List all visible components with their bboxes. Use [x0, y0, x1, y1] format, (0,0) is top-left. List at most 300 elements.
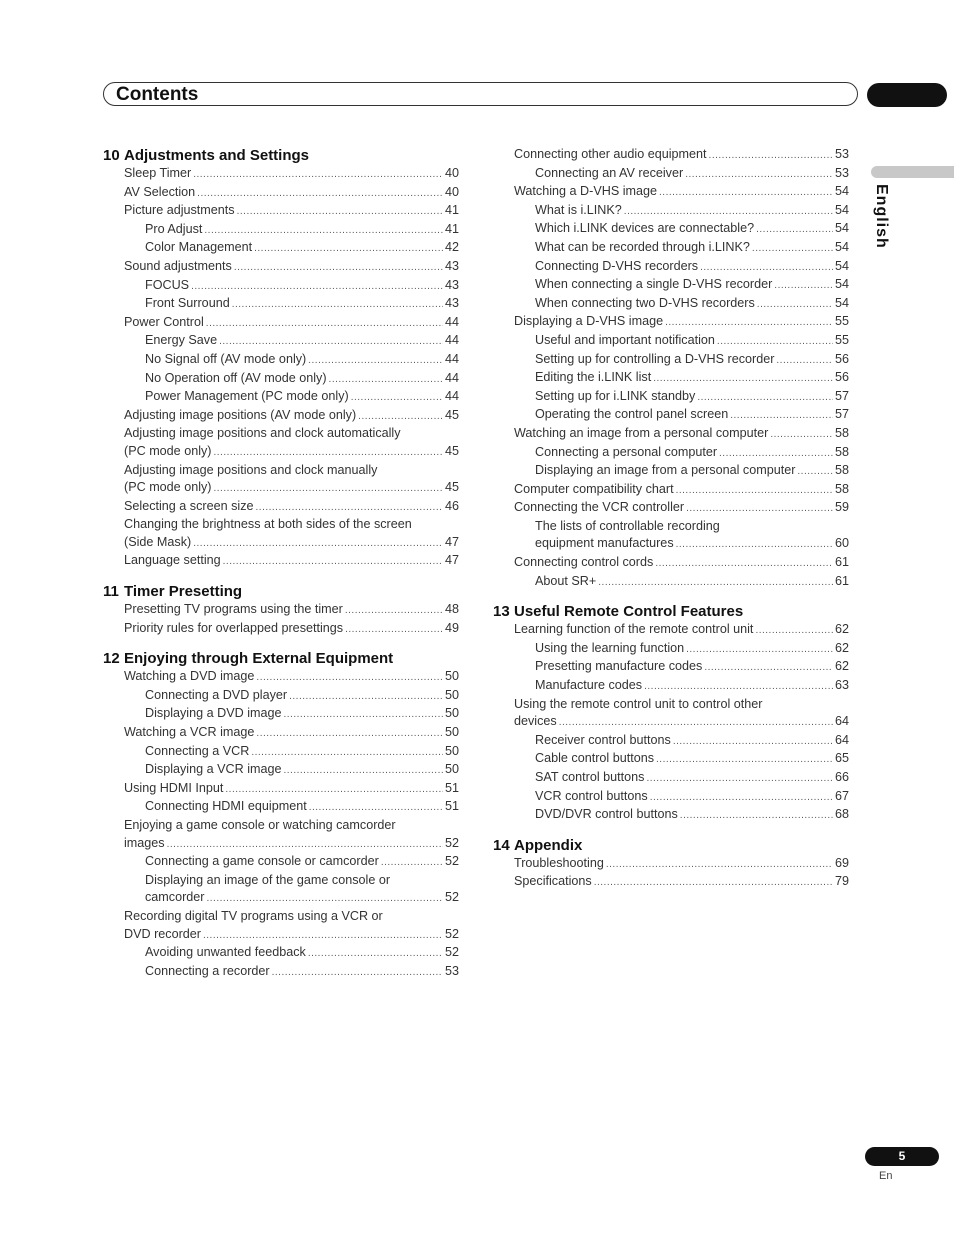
toc-entry-label: Using HDMI Input	[124, 780, 224, 795]
dot-leader	[214, 443, 443, 462]
toc-entry[interactable]	[103, 817, 459, 835]
dot-leader	[381, 853, 443, 872]
toc-entry-label: FOCUS	[145, 277, 190, 292]
toc-entry-page: 58	[834, 463, 849, 478]
toc-entry[interactable]	[103, 724, 459, 743]
toc-entry-label: Cable control buttons	[535, 751, 655, 766]
toc-entry[interactable]	[493, 855, 849, 874]
toc-entry[interactable]	[103, 221, 459, 240]
language-tab-marker	[871, 166, 954, 178]
dot-leader	[653, 369, 833, 388]
section-number: 14	[493, 836, 510, 854]
toc-entry-label: Specifications	[514, 874, 592, 889]
toc-entry-label: Operating the control panel screen	[535, 407, 729, 422]
toc-entry-page: 60	[834, 536, 849, 551]
toc-entry-page: 41	[444, 221, 459, 236]
toc-entry[interactable]	[493, 640, 849, 659]
toc-entry[interactable]	[103, 516, 459, 534]
toc-entry[interactable]	[493, 165, 849, 184]
dot-leader	[797, 462, 833, 481]
toc-entry-page: 54	[834, 239, 849, 254]
toc-entry-page: 53	[444, 963, 459, 978]
toc-entry[interactable]	[493, 276, 849, 295]
toc-entry[interactable]	[493, 444, 849, 463]
dot-leader	[345, 620, 443, 639]
toc-entry-page: 54	[834, 184, 849, 199]
toc-entry-page: 79	[834, 874, 849, 889]
toc-entry[interactable]	[103, 462, 459, 480]
toc-entry-label: Front Surround	[145, 296, 230, 311]
dot-leader	[774, 276, 833, 295]
toc-entry-label: When connecting two D-VHS recorders	[535, 295, 755, 310]
toc-entry[interactable]	[103, 963, 459, 982]
toc-entry[interactable]	[103, 705, 459, 724]
section-number: 10	[103, 147, 120, 164]
toc-entry[interactable]	[103, 889, 459, 908]
toc-entry-page: 52	[444, 854, 459, 869]
section-label: Appendix	[514, 836, 583, 854]
dot-leader	[650, 788, 833, 807]
toc-entry-page: 63	[834, 678, 849, 693]
toc-entry[interactable]	[103, 620, 459, 639]
toc-entry-label: Connecting D-VHS recorders	[535, 258, 699, 273]
dot-leader	[204, 221, 443, 240]
dot-leader	[206, 314, 443, 333]
toc-entry-page: 56	[834, 370, 849, 385]
toc-entry-page: 52	[444, 926, 459, 941]
toc-entry[interactable]	[493, 573, 849, 592]
section-title	[493, 836, 849, 855]
toc-entry[interactable]	[493, 713, 849, 732]
toc-entry[interactable]	[103, 498, 459, 517]
toc-entry[interactable]	[103, 944, 459, 963]
toc-entry-page: 47	[444, 553, 459, 568]
toc-entry-page: 64	[834, 714, 849, 729]
toc-entry[interactable]	[493, 146, 849, 165]
dot-leader	[256, 668, 443, 687]
dot-leader	[197, 184, 443, 203]
dot-leader	[646, 769, 833, 788]
toc-entry-page: 50	[444, 762, 459, 777]
section-number: 13	[493, 603, 510, 621]
dot-leader	[656, 750, 833, 769]
toc-entry[interactable]	[103, 668, 459, 687]
toc-entry-label: Troubleshooting	[514, 855, 604, 870]
toc-entry-page: 62	[834, 640, 849, 655]
dot-leader	[704, 658, 833, 677]
toc-entry[interactable]	[493, 202, 849, 221]
toc-entry-label: Useful and important notification	[535, 332, 715, 347]
toc-entry[interactable]	[493, 518, 849, 536]
toc-entry-label: Displaying a DVD image	[145, 706, 282, 721]
toc-entry[interactable]	[103, 835, 459, 854]
toc-entry[interactable]	[493, 425, 849, 444]
toc-entry[interactable]	[493, 658, 849, 677]
toc-entry-page: 50	[444, 725, 459, 740]
toc-entry-label: Sleep Timer	[124, 166, 192, 180]
toc-entry-label: (PC mode only)	[124, 480, 212, 495]
toc-entry-label: Displaying an image from a personal computer	[535, 463, 796, 478]
dot-leader	[191, 277, 443, 296]
dot-leader	[717, 332, 833, 351]
toc-entry-label: DVD/DVR control buttons	[535, 807, 678, 822]
toc-entry[interactable]	[103, 761, 459, 780]
toc-entry-label: Connecting HDMI equipment	[145, 799, 307, 814]
toc-entry-label: Language setting	[124, 553, 221, 568]
dot-leader	[214, 479, 443, 498]
toc-entry[interactable]	[493, 351, 849, 370]
toc-entry[interactable]	[493, 406, 849, 425]
toc-entry-label: Picture adjustments	[124, 203, 235, 218]
toc-entry[interactable]	[103, 443, 459, 462]
toc-entry-page: 47	[444, 534, 459, 549]
toc-entry-page: 57	[834, 407, 849, 422]
dot-leader	[225, 780, 443, 799]
toc-entry-page: 54	[834, 258, 849, 273]
section-label: Useful Remote Control Features	[514, 603, 744, 621]
toc-entry[interactable]	[103, 872, 459, 890]
dot-leader	[686, 640, 833, 659]
toc-entry[interactable]	[493, 769, 849, 788]
toc-entry[interactable]	[103, 202, 459, 221]
toc-entry[interactable]	[103, 552, 459, 571]
toc-entry-page: 43	[444, 277, 459, 292]
dot-leader	[284, 761, 443, 780]
dot-leader	[685, 165, 833, 184]
dot-leader	[256, 498, 443, 517]
dot-leader	[219, 332, 443, 351]
toc-entry-label: Using the learning function	[535, 640, 685, 655]
toc-entry[interactable]	[103, 370, 459, 389]
toc-entry[interactable]	[103, 388, 459, 407]
toc-entry[interactable]	[493, 499, 849, 518]
toc-entry-label: SAT control buttons	[535, 770, 645, 784]
dot-leader	[719, 444, 833, 463]
toc-entry[interactable]	[493, 332, 849, 351]
toc-entry-page: 58	[834, 444, 849, 459]
toc-entry[interactable]	[493, 554, 849, 573]
toc-entry-page: 48	[444, 602, 459, 617]
toc-entry-label: Displaying a VCR image	[145, 762, 282, 777]
toc-entry-page: 44	[444, 370, 459, 385]
toc-entry-label: Displaying an image of the game console or	[145, 872, 391, 887]
toc-entry-page: 43	[444, 258, 459, 273]
section-title	[103, 649, 459, 668]
page-language-code: En	[879, 1170, 893, 1182]
toc-entry-label: Using the remote control unit to control other	[514, 696, 763, 711]
dot-leader	[358, 407, 443, 426]
toc-entry[interactable]	[103, 780, 459, 799]
dot-leader	[655, 554, 833, 573]
dot-leader	[673, 732, 833, 751]
toc-entry-page: 45	[444, 407, 459, 422]
toc-entry[interactable]	[493, 535, 849, 554]
toc-entry-page: 54	[834, 221, 849, 236]
dot-leader	[644, 677, 833, 696]
toc-entry-label: equipment manufactures	[535, 536, 674, 551]
toc-entry-page: 53	[834, 147, 849, 161]
dot-leader	[697, 388, 833, 407]
toc-entry-page: 58	[834, 481, 849, 496]
dot-leader	[598, 573, 833, 592]
toc-entry-label: Watching a D-VHS image	[514, 184, 658, 199]
toc-entry-page: 45	[444, 480, 459, 495]
toc-entry-page: 49	[444, 620, 459, 635]
dot-leader	[193, 165, 443, 184]
dot-leader	[756, 220, 833, 239]
dot-leader	[309, 798, 443, 817]
toc-entry-label: Watching a DVD image	[124, 669, 255, 684]
toc-entry[interactable]	[493, 732, 849, 751]
dot-leader	[237, 202, 443, 221]
toc-entry[interactable]	[493, 481, 849, 500]
dot-leader	[709, 146, 833, 165]
toc-entry-page: 44	[444, 333, 459, 348]
dot-leader	[203, 926, 443, 945]
dot-leader	[234, 258, 443, 277]
toc-entry-label: Connecting other audio equipment	[514, 147, 707, 161]
dot-leader	[308, 944, 443, 963]
dot-leader	[351, 388, 443, 407]
toc-entry[interactable]	[103, 277, 459, 296]
toc-entry[interactable]	[103, 798, 459, 817]
language-label: English	[873, 184, 890, 249]
toc-entry-page: 52	[444, 890, 459, 905]
dot-leader	[284, 705, 443, 724]
toc-entry-page: 50	[444, 706, 459, 721]
toc-entry-page: 51	[444, 799, 459, 814]
section-title	[103, 146, 459, 165]
dot-leader	[755, 621, 833, 640]
toc-entry-label: VCR control buttons	[535, 788, 648, 803]
toc-entry-label: Editing the i.LINK list	[535, 370, 652, 385]
toc-entry-page: 54	[834, 202, 849, 217]
dot-leader	[207, 889, 443, 908]
toc-entry-page: 61	[834, 573, 849, 588]
section-label: Enjoying through External Equipment	[124, 650, 394, 668]
toc-entry-label: (Side Mask)	[124, 534, 192, 549]
header-tab-marker	[867, 83, 947, 107]
toc-entry-page: 55	[834, 314, 849, 329]
toc-entry-label: No Signal off (AV mode only)	[145, 351, 307, 366]
toc-entry[interactable]	[493, 313, 849, 332]
toc-entry-label: Adjusting image positions and clock automatically	[124, 426, 401, 441]
page-title: Contents	[116, 84, 199, 105]
toc-entry-page: 50	[444, 743, 459, 758]
toc-entry-label: devices	[514, 714, 557, 729]
toc-entry-page: 52	[444, 945, 459, 960]
dot-leader	[345, 601, 443, 620]
toc-entry-page: 44	[444, 351, 459, 366]
toc-entry-label: Manufacture codes	[535, 678, 643, 693]
toc-entry-page: 40	[444, 184, 459, 199]
toc-entry[interactable]	[493, 873, 849, 892]
dot-leader	[223, 552, 443, 571]
toc-entry-page: 68	[834, 807, 849, 822]
toc-entry-page: 62	[834, 659, 849, 674]
toc-entry-page: 54	[834, 277, 849, 292]
toc-entry-page: 44	[444, 314, 459, 329]
toc-entry[interactable]	[493, 388, 849, 407]
toc-entry[interactable]	[493, 183, 849, 202]
toc-entry-label: Displaying a D-VHS image	[514, 314, 664, 329]
dot-leader	[256, 724, 443, 743]
toc-entry-page: 43	[444, 296, 459, 311]
toc-entry-label: Which i.LINK devices are connectable?	[535, 221, 755, 236]
toc-entry[interactable]	[103, 425, 459, 443]
toc-entry-label: About SR+	[535, 573, 597, 588]
toc-entry[interactable]	[103, 479, 459, 498]
toc-entry[interactable]	[103, 853, 459, 872]
toc-entry-label: Selecting a screen size	[124, 498, 254, 513]
toc-entry[interactable]	[103, 295, 459, 314]
toc-entry-page: 52	[444, 835, 459, 850]
toc-entry[interactable]	[103, 314, 459, 333]
toc-entry-page: 61	[834, 555, 849, 570]
toc-entry-page: 51	[444, 780, 459, 795]
dot-leader	[289, 687, 443, 706]
toc-entry[interactable]	[493, 750, 849, 769]
section-title	[103, 582, 459, 601]
section-title	[493, 602, 849, 621]
toc-entry-label: Adjusting image positions (AV mode only)	[124, 407, 357, 422]
toc-entry[interactable]	[103, 908, 459, 926]
toc-entry-page: 50	[444, 669, 459, 684]
toc-entry-page: 56	[834, 351, 849, 366]
toc-entry[interactable]	[103, 165, 459, 184]
toc-entry[interactable]	[493, 369, 849, 388]
toc-entry-page: 64	[834, 732, 849, 747]
toc-entry[interactable]	[103, 407, 459, 426]
toc-entry-label: camcorder	[145, 890, 205, 905]
toc-entry-page: 59	[834, 500, 849, 515]
toc-entry-page: 45	[444, 443, 459, 458]
toc-entry[interactable]	[493, 696, 849, 714]
dot-leader	[730, 406, 833, 425]
toc-right-column	[493, 146, 849, 892]
toc-entry-label: When connecting a single D-VHS recorder	[535, 277, 773, 292]
dot-leader	[770, 425, 833, 444]
toc-entry-label: Watching a VCR image	[124, 725, 255, 740]
toc-entry-label: Computer compatibility chart	[514, 481, 674, 496]
toc-entry-page: 53	[834, 165, 849, 180]
toc-entry-label: Enjoying a game console or watching camcorder	[124, 818, 396, 832]
toc-entry-page: 55	[834, 332, 849, 347]
toc-entry-page: 67	[834, 788, 849, 803]
toc-entry-label: (PC mode only)	[124, 443, 212, 458]
dot-leader	[308, 351, 443, 370]
toc-entry-label: The lists of controllable recording	[535, 518, 720, 533]
toc-entry-label: Setting up for controlling a D-VHS recorder	[535, 351, 775, 366]
toc-entry-label: Pro Adjust	[145, 221, 203, 236]
toc-entry[interactable]	[493, 462, 849, 481]
toc-entry[interactable]	[103, 332, 459, 351]
toc-entry[interactable]	[493, 239, 849, 258]
toc-entry-page: 46	[444, 498, 459, 513]
dot-leader	[254, 239, 443, 258]
toc-entry-label: No Operation off (AV mode only)	[145, 370, 327, 385]
toc-entry-label: Priority rules for overlapped presettings	[124, 620, 344, 635]
toc-entry[interactable]	[103, 351, 459, 370]
toc-entry-label: Connecting control cords	[514, 555, 654, 570]
toc-entry[interactable]	[103, 258, 459, 277]
dot-leader	[606, 855, 833, 874]
toc-entry[interactable]	[103, 687, 459, 706]
toc-entry-label: Power Control	[124, 314, 204, 329]
dot-leader	[251, 743, 443, 762]
toc-entry[interactable]	[103, 184, 459, 203]
toc-entry-label: DVD recorder	[124, 926, 201, 941]
toc-entry-page: 66	[834, 770, 849, 784]
dot-leader	[232, 295, 443, 314]
toc-entry[interactable]	[103, 926, 459, 945]
toc-entry-label: Sound adjustments	[124, 258, 232, 273]
toc-entry-page: 41	[444, 203, 459, 218]
toc-entry-label: Presetting manufacture codes	[535, 659, 703, 674]
dot-leader	[272, 963, 443, 982]
toc-entry[interactable]	[103, 601, 459, 620]
dot-leader	[676, 535, 833, 554]
toc-entry-label: Connecting a personal computer	[535, 444, 718, 459]
dot-leader	[676, 481, 833, 500]
toc-entry-label: Connecting the VCR controller	[514, 500, 685, 515]
dot-leader	[624, 202, 833, 221]
toc-entry[interactable]	[103, 534, 459, 553]
toc-entry-page: 62	[834, 622, 849, 637]
toc-entry-page: 57	[834, 388, 849, 403]
toc-entry-label: Connecting a game console or camcorder	[145, 854, 379, 869]
toc-entry-label: AV Selection	[124, 184, 196, 199]
dot-leader	[752, 239, 833, 258]
toc-entry-label: Connecting an AV receiver	[535, 165, 684, 180]
toc-entry[interactable]	[103, 239, 459, 258]
toc-entry-page: 58	[834, 425, 849, 440]
toc-entry-label: Watching an image from a personal computer	[514, 425, 769, 440]
toc-entry-label: Presetting TV programs using the timer	[124, 602, 343, 617]
toc-entry-label: Energy Save	[145, 333, 218, 348]
toc-entry-label: Avoiding unwanted feedback	[145, 945, 306, 960]
toc-left-column	[103, 146, 459, 981]
toc-entry-label: Color Management	[145, 240, 253, 255]
toc-entry[interactable]	[493, 806, 849, 825]
toc-entry[interactable]	[493, 258, 849, 277]
dot-leader	[665, 313, 833, 332]
toc-entry[interactable]	[493, 621, 849, 640]
toc-entry-label: Connecting a recorder	[145, 963, 270, 978]
dot-leader	[680, 806, 833, 825]
dot-leader	[776, 351, 833, 370]
toc-entry-label: images	[124, 835, 165, 850]
toc-entry-page: 40	[444, 166, 459, 180]
toc-entry[interactable]	[493, 220, 849, 239]
dot-leader	[193, 534, 443, 553]
dot-leader	[167, 835, 443, 854]
toc-entry-page: 44	[444, 389, 459, 404]
dot-leader	[559, 713, 833, 732]
toc-entry-label: Connecting a DVD player	[145, 687, 288, 702]
section-number: 11	[103, 583, 119, 601]
toc-entry[interactable]	[493, 788, 849, 807]
toc-entry-label: Setting up for i.LINK standby	[535, 388, 696, 403]
toc-entry-page: 50	[444, 687, 459, 702]
toc-entry[interactable]	[103, 743, 459, 762]
dot-leader	[757, 295, 833, 314]
toc-entry-page: 42	[444, 240, 459, 255]
dot-leader	[329, 370, 443, 389]
toc-entry-page: 69	[834, 855, 849, 870]
toc-entry[interactable]	[493, 677, 849, 696]
toc-entry[interactable]	[493, 295, 849, 314]
